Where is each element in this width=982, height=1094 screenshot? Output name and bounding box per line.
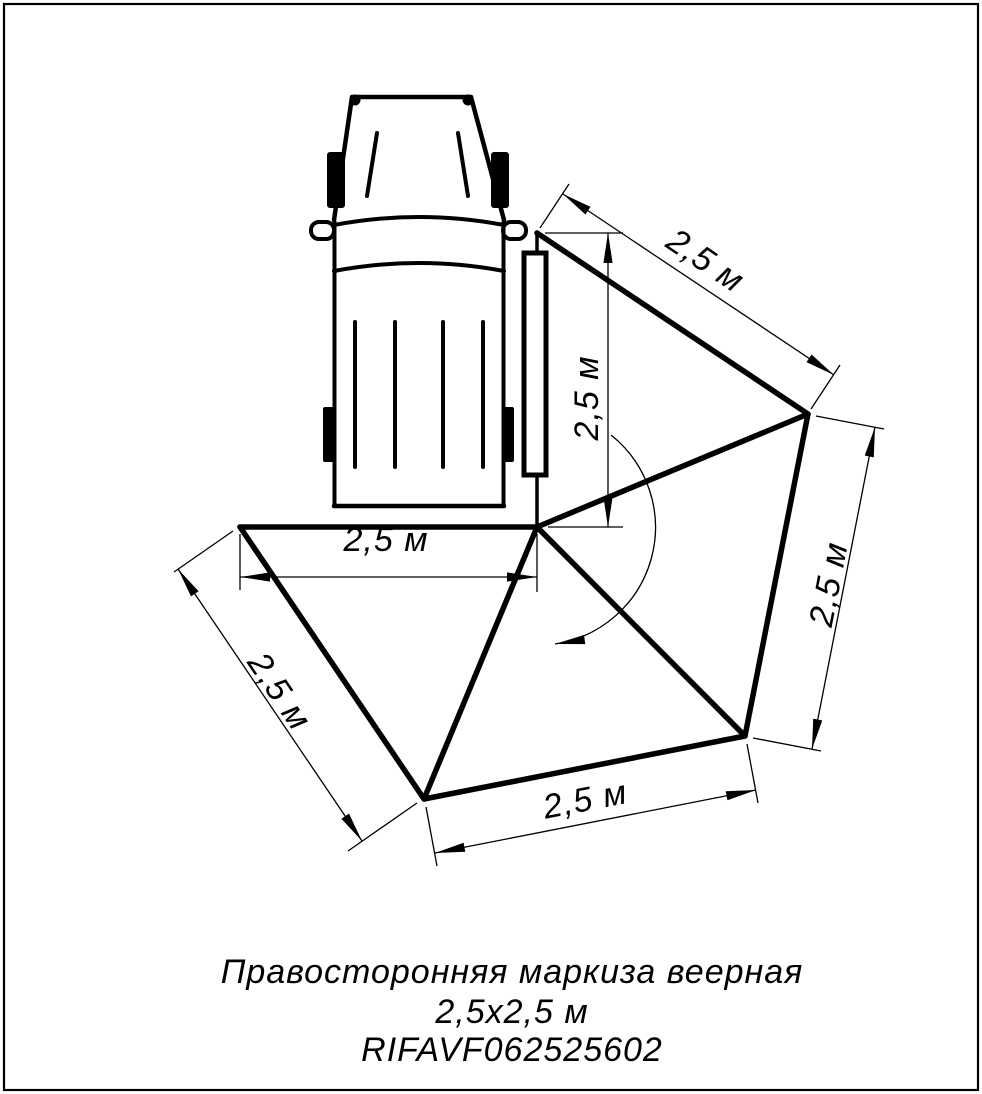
windshield-line — [334, 217, 504, 225]
hood-corner-right — [463, 95, 474, 106]
extension-line — [174, 531, 233, 572]
wiper-left — [367, 133, 377, 196]
rear-wheel-left — [323, 407, 334, 462]
dimension-label: 2,5 м — [567, 355, 606, 441]
dimension-rail-height — [545, 233, 623, 527]
mirror-left — [311, 222, 334, 239]
dimension-bottom-edge — [426, 744, 758, 866]
dimension-left-edge — [174, 531, 417, 851]
product-size: 2,5х2,5 м — [435, 993, 589, 1031]
hood-corner-left — [350, 95, 361, 106]
extension-line — [540, 184, 569, 228]
mirror-right — [503, 222, 526, 239]
dimension-front-edge — [240, 521, 537, 592]
hood-outline — [334, 97, 504, 220]
roof-front-line — [334, 263, 504, 271]
dimension-label: 2,5 м — [239, 645, 319, 738]
dimension-label: 2,5 м — [343, 521, 429, 559]
extension-line — [753, 738, 821, 751]
dimension-label: 2,5 м — [539, 773, 631, 827]
fan-rib-3 — [424, 527, 537, 799]
front-wheel-right — [491, 152, 509, 208]
vehicle-top-view — [311, 95, 526, 507]
fan-rib-2 — [537, 527, 745, 736]
awning-case — [524, 234, 546, 527]
extension-line — [811, 365, 840, 409]
dimension-label: 2,5 м — [659, 221, 752, 301]
case-body — [524, 253, 546, 475]
rear-wheel-right — [503, 407, 514, 462]
extension-line — [426, 807, 437, 866]
product-name: Правосторонняя маркиза веерная — [220, 953, 804, 991]
dimension-label: 2,5 м — [802, 538, 856, 630]
extension-line — [747, 744, 758, 803]
extension-line — [816, 416, 884, 429]
title-block — [221, 953, 804, 1069]
front-wheel-left — [327, 152, 345, 208]
wiper-right — [458, 133, 468, 196]
roof-rails — [355, 322, 483, 467]
extension-line — [348, 803, 417, 851]
product-code: RIFAVF062525602 — [361, 1031, 663, 1069]
deploy-direction-arc — [555, 435, 655, 644]
dimension-line — [563, 194, 834, 375]
